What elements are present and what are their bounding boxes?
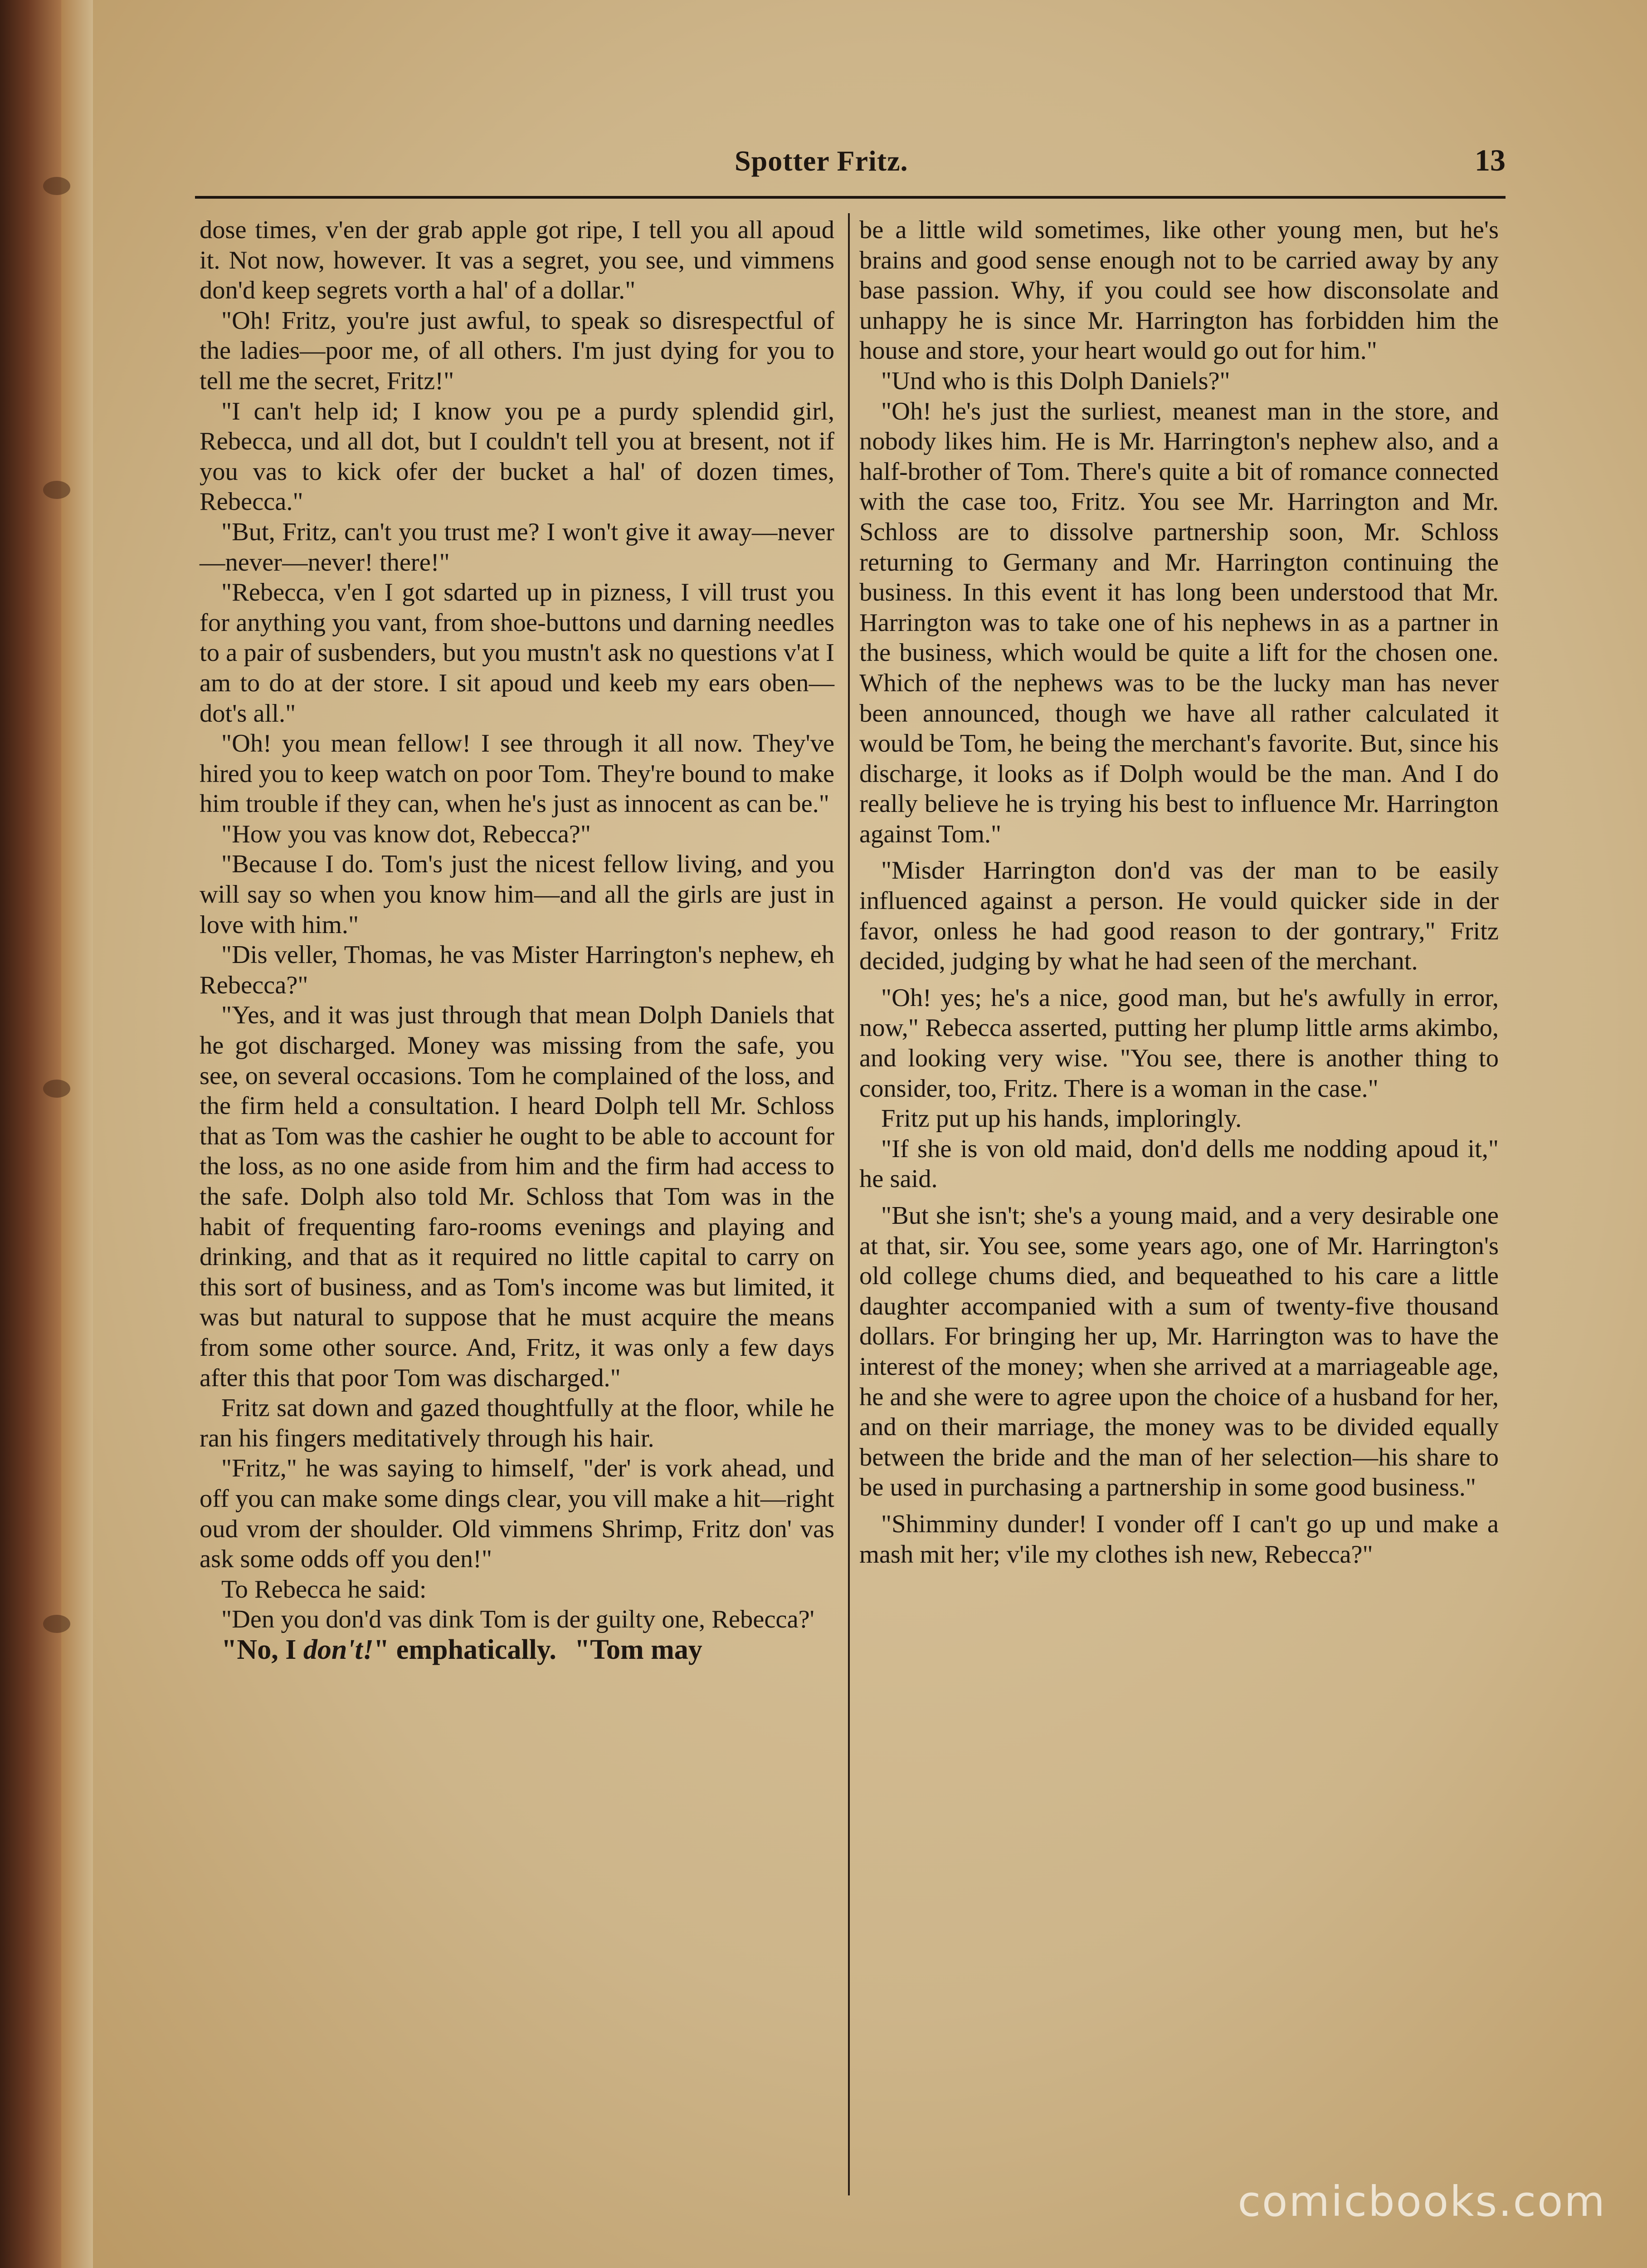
closing-line-part: "No, I bbox=[221, 1634, 303, 1665]
site-watermark: comicbooks.com bbox=[1238, 2177, 1606, 2226]
paragraph: "If she is von old maid, don'd dells me nodding apoud it," he said. bbox=[859, 1134, 1499, 1193]
paragraph: "How you vas know dot, Rebecca?" bbox=[221, 820, 591, 848]
paragraph: be a little wild sometimes, like other young men, but he's brains and good sense enough not to be carried away by any base passion. Why, if you could see how disconsolate and unhappy he is since Mr. Harrington has forbidden him the house and store, your heart would go out for him." bbox=[859, 216, 1499, 365]
paragraph: "Den you don'd vas dink Tom is der guilty one, Rebecca?' bbox=[221, 1605, 814, 1634]
closing-line-part: " emphatically. bbox=[373, 1634, 556, 1665]
paragraph: Fritz sat down and gazed thoughtfully at the floor, while he ran his fingers meditatively through his hair. bbox=[200, 1394, 834, 1452]
paragraph: "I can't help id; I know you pe a purdy splendid girl, Rebecca, und all dot, but I couldn't tell you at bresent, not if you vas to kick ofer der bucket a hal' of dozen times, Rebecca." bbox=[200, 397, 834, 516]
binding-mark bbox=[43, 481, 70, 499]
paragraph: "Shimminy dunder! I vonder off I can't go up und make a mash mit her; v'ile my clothes ish new, Rebecca?" bbox=[859, 1510, 1499, 1569]
paragraph: "Oh! you mean fellow! I see through it all now. They've hired you to keep watch on poor Tom. They're bound to make him trouble if they can, when he's just as innocent as can be." bbox=[200, 729, 834, 818]
paragraph: dose times, v'en der grab apple got ripe, I tell you all apoud it. Not now, however. It vas a segret, you see, und vimmens don'd keep segrets vorth a hal' of a dollar." bbox=[200, 216, 834, 305]
paragraph: "Yes, and it was just through that mean Dolph Daniels that he got discharged. Money was missing from the safe, you see, on several occasions. Tom he complained of the loss, and the firm held a consultation. I heard Dolph tell Mr. Schloss that as Tom was the cashier he ought to be able to account for the loss, as no one aside from him and the firm had access to the safe. Dolph also told Mr. Schloss that Tom was in the habit of frequenting faro-rooms evenings and playing and drinking, and that as it required no little capital to carry on this sort of business, and as Tom's income was but limited, it was but natural to suppose that he must acquire the means from some other source. And, Fritz, it was only a few days after this that poor Tom was discharged." bbox=[200, 1001, 834, 1392]
left-column bbox=[200, 215, 834, 1665]
paragraph: "Und who is this Dolph Daniels?" bbox=[881, 367, 1230, 395]
paragraph: "Oh! he's just the surliest, meanest man in the store, and nobody likes him. He is Mr. Harrington's nephew also, and a half-brother of Tom. There's quite a bit of romance connected with the case too, Fritz. You see Mr. Harrington and Mr. Schloss are to dissolve partnership soon, Mr. Schloss returning to Germany and Mr. Harrington continuing the business. In this event it has long been understood that Mr. Harrington was to take one of his nephews in as a partner in the business, which would be quite a lift for the chosen one. Which of the nephews was to be the lucky man has never been announced, though we have all rather calculated it would be Tom, he being the merchant's favorite. But, since his discharge, it looks as if Dolph would be the man. And I do really believe he is trying his best to influence Mr. Harrington against Tom." bbox=[859, 397, 1499, 848]
paragraph: "Dis veller, Thomas, he vas Mister Harrington's nephew, eh Rebecca?" bbox=[200, 941, 834, 999]
paragraph: "But, Fritz, can't you trust me? I won't give it away—never—never—never! there!" bbox=[200, 518, 834, 577]
paragraph: To Rebecca he said: bbox=[221, 1575, 427, 1603]
binding-mark bbox=[43, 177, 70, 195]
page-number: 13 bbox=[1475, 143, 1506, 177]
right-column bbox=[859, 215, 1499, 1569]
paragraph: "Misder Harrington don'd vas der man to be easily influenced against a person. He vould quicker side in der favor, onless he had good reason to der gontrary," Fritz decided, judging by what he had seen of the merchant. bbox=[859, 856, 1499, 976]
page-binding-edge bbox=[0, 0, 61, 2268]
binding-mark bbox=[43, 1080, 70, 1098]
paragraph: "Fritz," he was saying to himself, "der' is vork ahead, und off you can make some dings clear, you vill make a hit—right oud vrom der shoulder. Old vimmens Shrimp, Fritz don' vas ask some odds off you den!" bbox=[200, 1454, 834, 1574]
running-title: Spotter Fritz. bbox=[735, 145, 908, 177]
closing-line bbox=[200, 1635, 834, 1665]
column-divider bbox=[848, 213, 850, 2195]
page-gutter bbox=[61, 0, 93, 2268]
paragraph: "Oh! Fritz, you're just awful, to speak so disrespectful of the ladies—poor me, of all others. I'm just dying for you to tell me the secret, Fritz!" bbox=[200, 306, 834, 395]
paragraph: "Rebecca, v'en I got sdarted up in pizness, I vill trust you for anything you vant, from shoe-buttons und darning needles to a pair of susbenders, but you mustn't ask no questions v'at I am to do at der store. I sit apoud und keeb my ears oben—dot's all." bbox=[200, 578, 834, 728]
page-header bbox=[735, 144, 1506, 190]
closing-line-emphasis: don't! bbox=[303, 1634, 374, 1665]
closing-line-part: "Tom may bbox=[574, 1634, 702, 1665]
paragraph: "But she isn't; she's a young maid, and a very desirable one at that, sir. You see, some years ago, one of Mr. Harrington's old college chums died, and bequeathed to his care a little daughter accompanied with a sum of twenty-five thousand dollars. For bringing her up, Mr. Harrington was to have the interest of the money; when she arrived at a marriageable age, he and she were to agree upon the choice of a husband for her, and on their marriage, the money was to be divided equally between the bride and the man of her selection—his share to be used in purchasing a partnership in some good business." bbox=[859, 1202, 1499, 1502]
paragraph: Fritz put up his hands, imploringly. bbox=[881, 1105, 1242, 1133]
binding-mark bbox=[43, 1615, 70, 1633]
header-rule bbox=[195, 196, 1506, 199]
paragraph: "Oh! yes; he's a nice, good man, but he's awfully in error, now," Rebecca asserted, putting her plump little arms akimbo, and looking very wise. "You see, there is another thing to consider, too, Fritz. There is a woman in the case." bbox=[859, 983, 1499, 1103]
paragraph: "Because I do. Tom's just the nicest fellow living, and you will say so when you know him—and all the girls are just in love with him." bbox=[200, 850, 834, 939]
